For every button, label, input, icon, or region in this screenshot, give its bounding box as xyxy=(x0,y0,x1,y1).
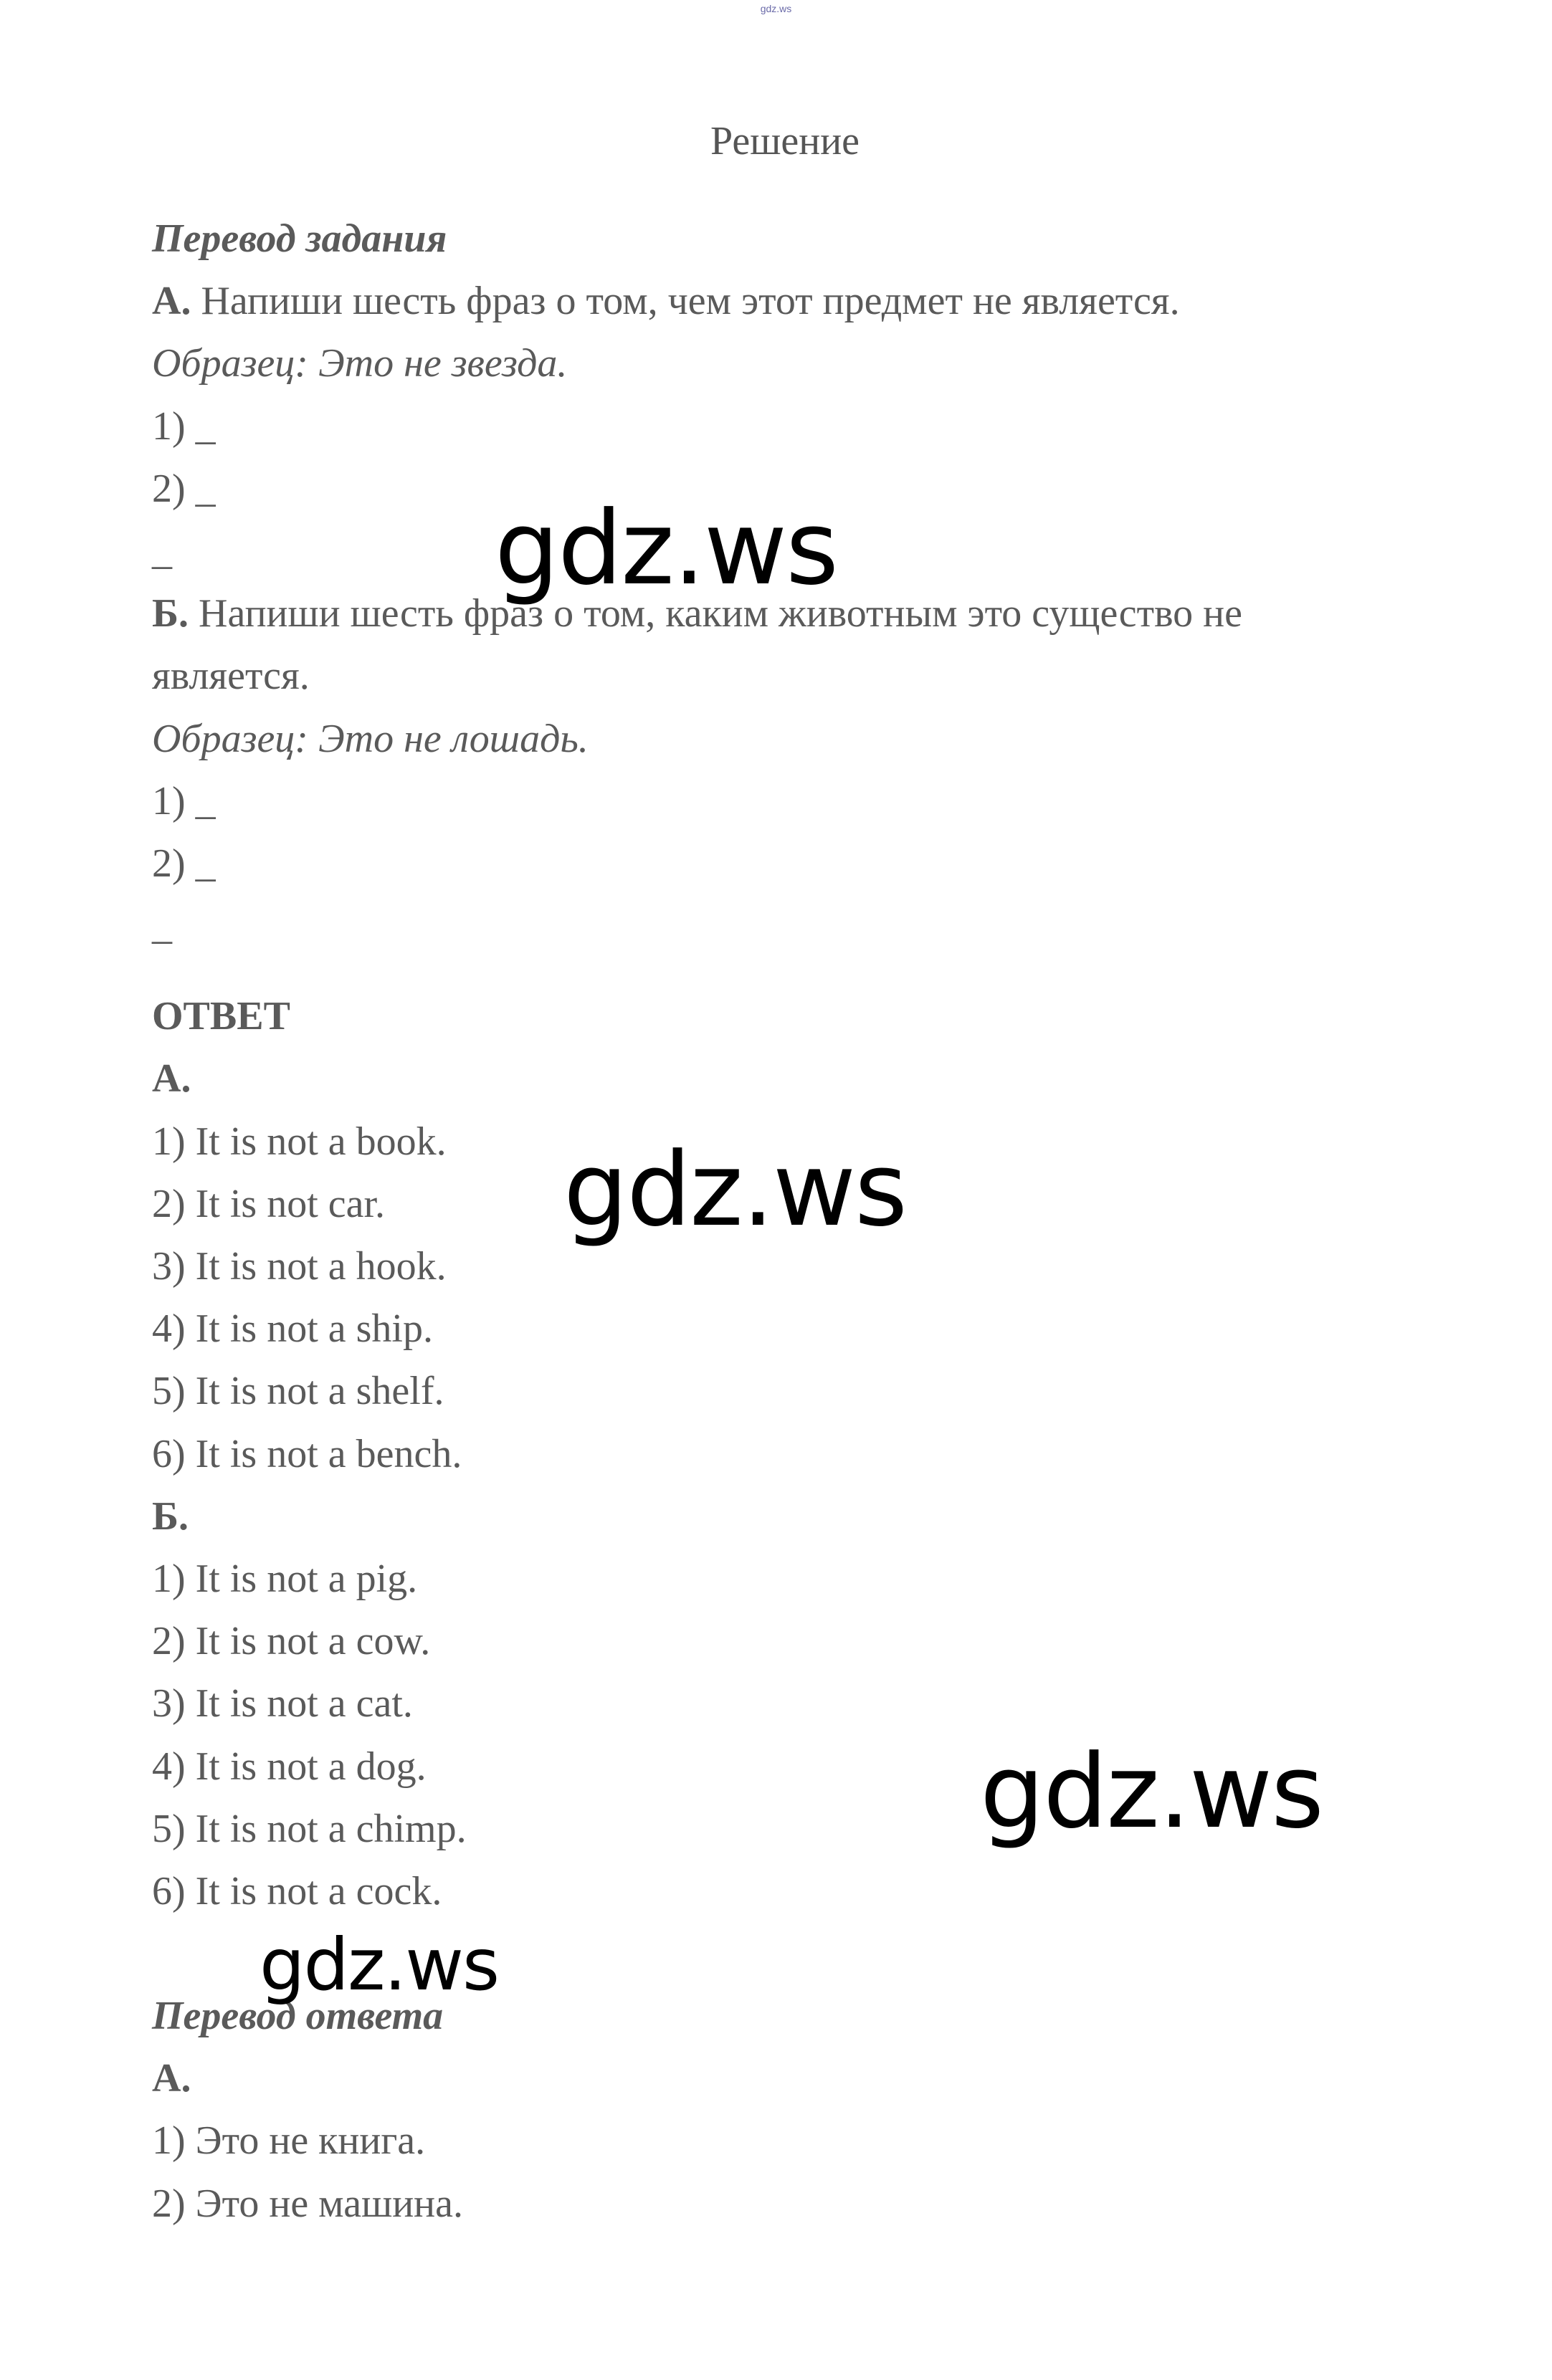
watermark: gdz.ws xyxy=(495,489,838,608)
answer-translation-a-item: 1) Это не книга. xyxy=(152,2118,426,2164)
answer-translation-a-label: А. xyxy=(152,2056,191,2101)
answer-b-item: 6) It is not a cock. xyxy=(152,1868,442,1913)
watermark: gdz.ws xyxy=(980,1733,1323,1851)
answer-b-item: 3) It is not a cat. xyxy=(152,1681,413,1726)
answer-title: ОТВЕТ xyxy=(152,994,290,1039)
watermark: gdz.ws xyxy=(260,1923,499,2007)
task-translation-title: Перевод задания xyxy=(152,216,447,261)
task-a-statement xyxy=(152,270,1457,333)
answer-translation-title: Перевод ответа xyxy=(152,1994,444,2039)
answer-translation-a-item: 2) Это не машина. xyxy=(152,2181,463,2226)
answer-a-item: 3) It is not a hook. xyxy=(152,1244,447,1289)
answer-a-label: А. xyxy=(152,1056,191,1101)
task-b-example: Образец: Это не лошадь. xyxy=(152,716,589,761)
watermark: gdz.ws xyxy=(563,1131,907,1249)
answer-b-item: 5) It is not a chimp. xyxy=(152,1806,467,1851)
task-b-item: 2) _ xyxy=(152,841,216,886)
task-a-label: А. xyxy=(152,279,191,324)
task-b-text: Напиши шесть фраз о том, каким животным это существо не является. xyxy=(152,591,1243,699)
task-a-item: _ xyxy=(152,528,172,573)
answer-a-item: 6) It is not a bench. xyxy=(152,1431,462,1476)
task-a-example: Образец: Это не звезда. xyxy=(152,341,568,386)
spacer xyxy=(152,957,1457,985)
page-title: Решение xyxy=(710,119,860,163)
answer-a-item: 1) It is not a book. xyxy=(152,1119,447,1164)
task-b-label: Б. xyxy=(152,591,189,636)
task-a-text: Напиши шесть фраз о том, чем этот предмет не является. xyxy=(191,279,1180,324)
task-b-item: 1) _ xyxy=(152,778,216,823)
task-a-item: 2) _ xyxy=(152,466,216,511)
answer-a-item: 2) It is not car. xyxy=(152,1181,386,1226)
answer-b-item: 2) It is not a cow. xyxy=(152,1619,431,1664)
task-a-item: 1) _ xyxy=(152,403,216,449)
answer-b-item: 1) It is not a pig. xyxy=(152,1556,418,1601)
task-b-item: _ xyxy=(152,904,172,949)
answer-a-item: 5) It is not a shelf. xyxy=(152,1369,444,1414)
answer-b-item: 4) It is not a dog. xyxy=(152,1744,427,1789)
answer-a-item: 4) It is not a ship. xyxy=(152,1306,433,1352)
site-mark: gdz.ws xyxy=(760,3,792,14)
answer-b-label: Б. xyxy=(152,1494,189,1539)
